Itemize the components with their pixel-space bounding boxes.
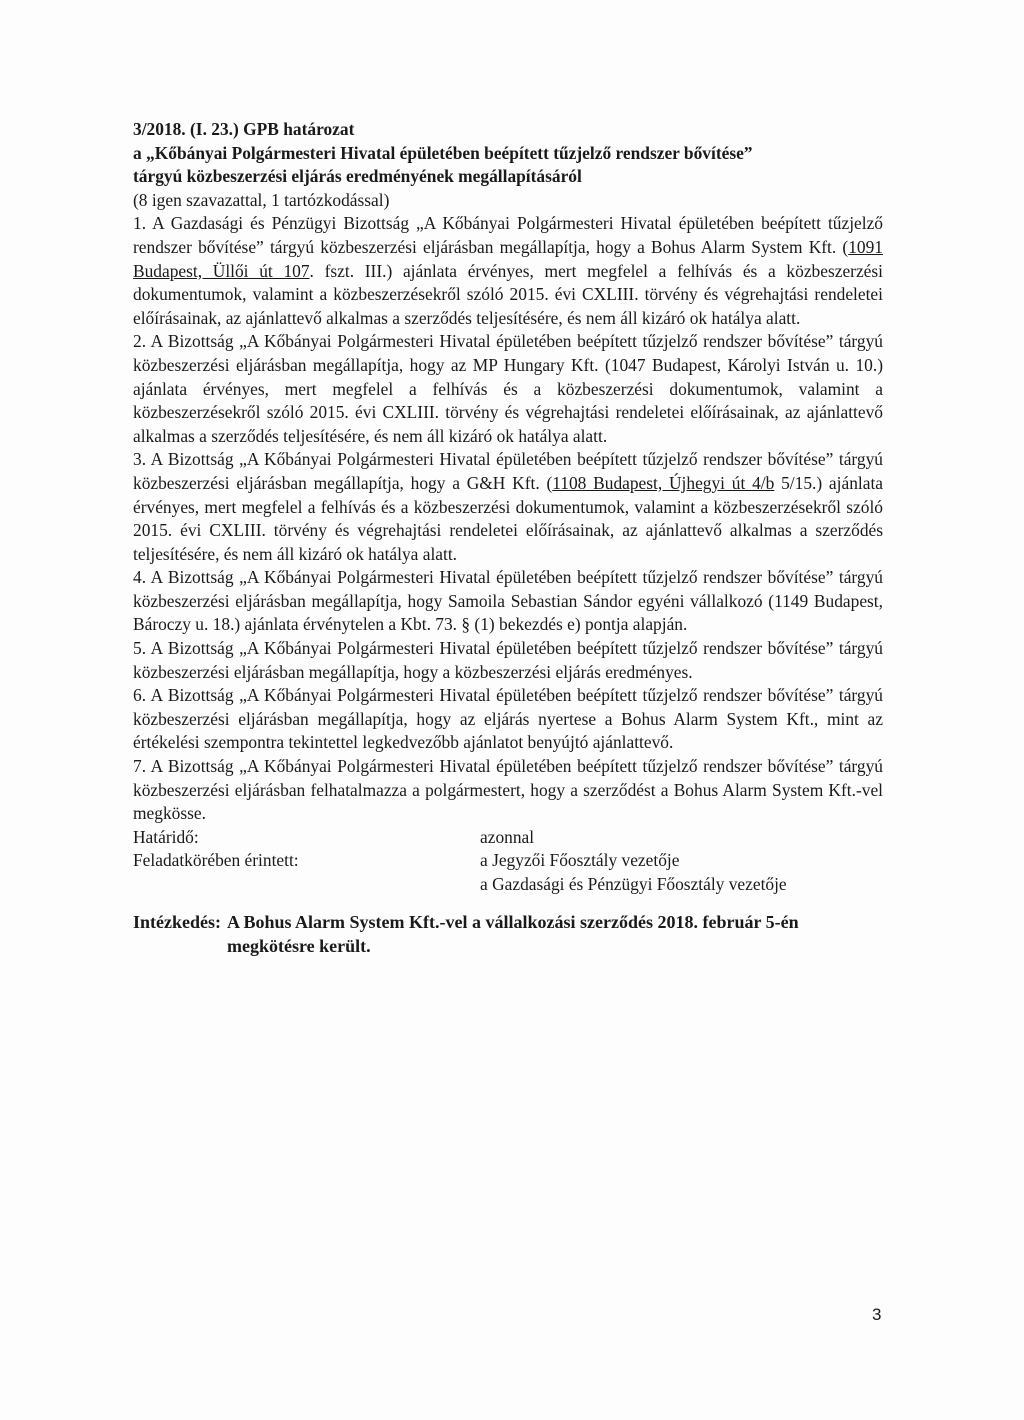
page-number: 3 xyxy=(872,1305,882,1324)
deadline-value: azonnal xyxy=(480,826,535,847)
action-note xyxy=(133,910,883,958)
item-text: 7. A Bizottság „A Kőbányai Polgármesteri Hivatal épületében beépített tűzjelző rendszer bővítése” tárgyú közbeszerzési eljárásban felhatalmazza a polgármestert, hogy a szerződést a Bohus Alarm System Kft.-vel megkösse. xyxy=(133,756,883,824)
responsible-label: Feladatkörében érintett: xyxy=(133,850,299,871)
resolution-item-2 xyxy=(133,330,883,448)
action-text: A Bohus Alarm System Kft.-vel a vállalkozási szerződés 2018. február 5-én megkötésre került. xyxy=(227,911,799,956)
responsible-value-1: a Jegyzői Főosztály vezetője xyxy=(480,850,680,871)
responsible-row xyxy=(133,849,883,873)
responsible-label-spacer xyxy=(133,873,480,897)
resolution-item-4 xyxy=(133,566,883,637)
deadline-row xyxy=(133,826,883,850)
responsible-value-2: a Gazdasági és Pénzügyi Főosztály vezetője xyxy=(480,874,787,894)
deadline-label: Határidő: xyxy=(133,826,199,847)
item-text: . fszt. III.) ajánlata érvényes, mert megfelel a felhívás és a közbeszerzési dokumentumok, valamint a közbeszerzésekről szóló 2015. évi CXLIII. törvény és végrehajtási rendeletei előírásainak, az ajánlattevő alkalmas a szerződés teljesítésére, és nem áll kizáró ok hatálya alatt. xyxy=(133,260,883,328)
responsible-row-2 xyxy=(133,873,883,897)
underlined-address: 1108 Budapest, Újhegyi út 4/b xyxy=(552,472,775,493)
item-text: 5/15.) ajánlata érvényes, mert megfelel a felhívás és a közbeszerzési dokumentumok, valamint a közbeszerzésekről szóló 2015. évi CXLIII. törvény és végrehajtási rendeletei előírásainak, az ajánlattevő alkalmas a szerződés teljesítésére, és nem áll kizáró ok hatálya alatt. xyxy=(133,472,883,564)
resolution-item-5 xyxy=(133,637,883,684)
resolution-subject-line-1: a „Kőbányai Polgármesteri Hivatal épületében beépített tűzjelző rendszer bővítése” xyxy=(133,142,753,163)
item-text: 1. A Gazdasági és Pénzügyi Bizottság „A Kőbányai Polgármesteri Hivatal épületében beépített tűzjelző rendszer bővítése” tárgyú közbeszerzési eljárásban megállapítja, hogy a Bohus Alarm System Kft. ( xyxy=(133,213,883,257)
item-text: 6. A Bizottság „A Kőbányai Polgármesteri Hivatal épületében beépített tűzjelző rendszer bővítése” tárgyú közbeszerzési eljárásban megállapítja, hogy az eljárás nyertese a Bohus Alarm System Kft., mint az értékelési szempontra tekintettel legkedvezőbb ajánlatot benyújtó ajánlattevő. xyxy=(133,685,883,753)
resolution-item-1 xyxy=(133,212,883,330)
underlined-address: 1091 Budapest, Üllői út 107 xyxy=(133,236,883,281)
resolution-title: 3/2018. (I. 23.) GPB határozat xyxy=(133,119,355,139)
resolution-item-3 xyxy=(133,448,883,566)
resolution-item-6 xyxy=(133,684,883,755)
item-text: 2. A Bizottság „A Kőbányai Polgármesteri Hivatal épületében beépített tűzjelző rendszer bővítése” tárgyú közbeszerzési eljárásban megállapítja, hogy az MP Hungary Kft. (1047 Budapest, Károlyi István u. 10.) ajánlata érvényes, mert megfelel a felhívás és a közbeszerzési dokumentumok, valamint a közbeszerzésekről szóló 2015. évi CXLIII. törvény és végrehajtási rendeletei előírásainak, az ajánlattevő alkalmas a szerződés teljesítésére, és nem áll kizáró ok hatálya alatt. xyxy=(133,331,883,446)
action-label: Intézkedés: xyxy=(133,911,221,932)
resolution-subject-line-2: tárgyú közbeszerzési eljárás eredményének megállapításáról xyxy=(133,166,582,187)
item-text: 5. A Bizottság „A Kőbányai Polgármesteri Hivatal épületében beépített tűzjelző rendszer bővítése” tárgyú közbeszerzési eljárásban megállapítja, hogy a közbeszerzési eljárás eredményes. xyxy=(133,638,883,682)
resolution-body xyxy=(133,118,883,958)
vote-result: (8 igen szavazattal, 1 tartózkodással) xyxy=(133,189,390,210)
item-text: 3. A Bizottság „A Kőbányai Polgármesteri Hivatal épületében beépített tűzjelző rendszer bővítése” tárgyú közbeszerzési eljárásban megállapítja, hogy a G&H Kft. ( xyxy=(133,449,883,493)
resolution-item-7 xyxy=(133,755,883,826)
item-text: 4. A Bizottság „A Kőbányai Polgármesteri Hivatal épületében beépített tűzjelző rendszer bővítése” tárgyú közbeszerzési eljárásban megállapítja, hogy Samoila Sebastian Sándor egyéni vállalkozó (1149 Budapest, Bároczy u. 18.) ajánlata érvénytelen a Kbt. 73. § (1) bekezdés e) pontja alapján. xyxy=(133,567,883,635)
